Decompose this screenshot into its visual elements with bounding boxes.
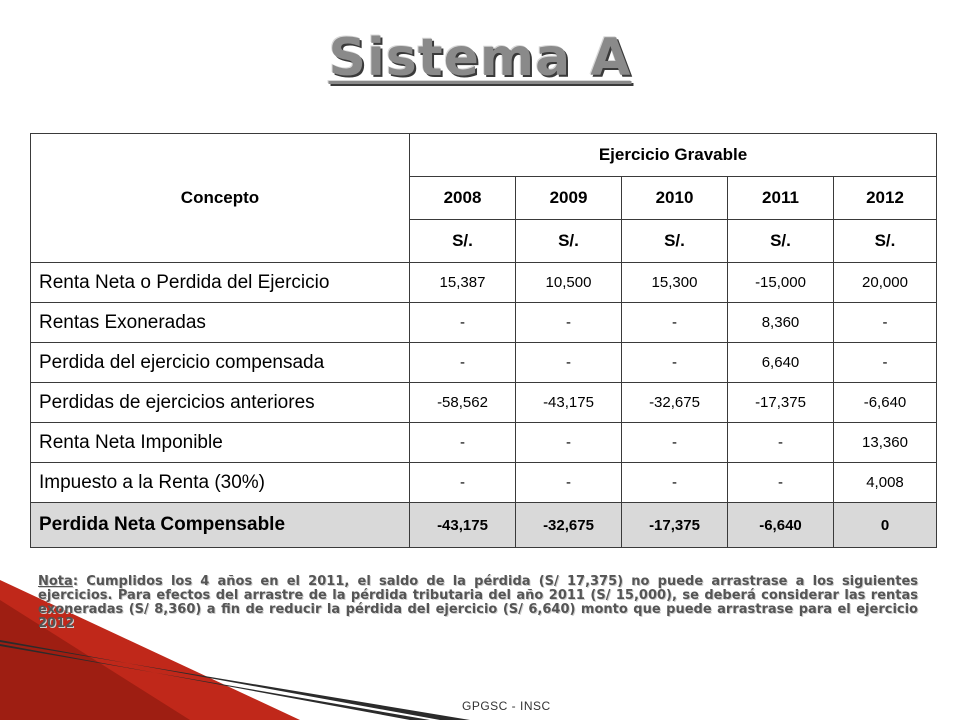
currency-header: S/. bbox=[410, 220, 516, 263]
table-cell: 6,640 bbox=[728, 343, 834, 383]
table-cell: 20,000 bbox=[834, 263, 937, 303]
table-cell: 13,360 bbox=[834, 423, 937, 463]
table-cell: - bbox=[622, 303, 728, 343]
table-cell: - bbox=[410, 463, 516, 503]
note-label: Nota bbox=[38, 574, 73, 589]
table-cell: - bbox=[516, 463, 622, 503]
total-cell: 0 bbox=[834, 503, 937, 548]
table-cell: -17,375 bbox=[728, 383, 834, 423]
group-header: Ejercicio Gravable bbox=[410, 134, 937, 177]
row-label: Perdida del ejercicio compensada bbox=[31, 343, 410, 383]
row-label: Rentas Exoneradas bbox=[31, 303, 410, 343]
loss-carryforward-table bbox=[30, 133, 937, 548]
table-cell: -15,000 bbox=[728, 263, 834, 303]
table-row bbox=[31, 423, 937, 463]
table-row bbox=[31, 263, 937, 303]
row-label: Impuesto a la Renta (30%) bbox=[31, 463, 410, 503]
table-cell: -6,640 bbox=[834, 383, 937, 423]
row-label: Renta Neta o Perdida del Ejercicio bbox=[31, 263, 410, 303]
table-cell: - bbox=[728, 463, 834, 503]
currency-header: S/. bbox=[728, 220, 834, 263]
year-header: 2012 bbox=[834, 177, 937, 220]
table-cell: -32,675 bbox=[622, 383, 728, 423]
table-cell: - bbox=[516, 303, 622, 343]
year-header: 2009 bbox=[516, 177, 622, 220]
table-row bbox=[31, 383, 937, 423]
table-cell: - bbox=[410, 303, 516, 343]
table-cell: - bbox=[834, 303, 937, 343]
year-header: 2011 bbox=[728, 177, 834, 220]
currency-header: S/. bbox=[834, 220, 937, 263]
table-cell: - bbox=[728, 423, 834, 463]
total-cell: -32,675 bbox=[516, 503, 622, 548]
table-cell: - bbox=[516, 423, 622, 463]
year-header: 2008 bbox=[410, 177, 516, 220]
table-cell: 10,500 bbox=[516, 263, 622, 303]
table-cell: 4,008 bbox=[834, 463, 937, 503]
table-row bbox=[31, 463, 937, 503]
total-cell: -43,175 bbox=[410, 503, 516, 548]
total-label: Perdida Neta Compensable bbox=[31, 503, 410, 548]
table-cell: - bbox=[834, 343, 937, 383]
table-cell: 8,360 bbox=[728, 303, 834, 343]
currency-header: S/. bbox=[516, 220, 622, 263]
slide-title: Sistema A bbox=[328, 28, 632, 88]
table-cell: - bbox=[622, 423, 728, 463]
table-cell: -58,562 bbox=[410, 383, 516, 423]
table-cell: - bbox=[516, 343, 622, 383]
table-cell: - bbox=[410, 423, 516, 463]
year-header: 2010 bbox=[622, 177, 728, 220]
table-cell: - bbox=[622, 463, 728, 503]
table-row bbox=[31, 303, 937, 343]
table-cell: - bbox=[622, 343, 728, 383]
table-cell: - bbox=[410, 343, 516, 383]
concept-header: Concepto bbox=[31, 134, 410, 263]
total-cell: -17,375 bbox=[622, 503, 728, 548]
table-cell: -43,175 bbox=[516, 383, 622, 423]
footnote bbox=[38, 575, 918, 631]
total-cell: -6,640 bbox=[728, 503, 834, 548]
currency-header: S/. bbox=[622, 220, 728, 263]
row-label: Renta Neta Imponible bbox=[31, 423, 410, 463]
footer-text: GPGSC - INSC bbox=[462, 699, 551, 713]
table-row bbox=[31, 343, 937, 383]
row-label: Perdidas de ejercicios anteriores bbox=[31, 383, 410, 423]
total-row bbox=[31, 503, 937, 548]
table-cell: 15,387 bbox=[410, 263, 516, 303]
note-text: : Cumplidos los 4 años en el 2011, el saldo de la pérdida (S/ 17,375) no puede arrastrase a los siguientes ejercicios. Para efectos del arrastre de la pérdida tributaria del año 2011 (S/ 15,000), se deberá considerar las rentas exoneradas (S/ 8,360) a fin de reducir la pérdida del ejercicio (S/ 6,640) monto que puede arrastrase para el ejercicio 2012 bbox=[38, 574, 918, 631]
table-cell: 15,300 bbox=[622, 263, 728, 303]
